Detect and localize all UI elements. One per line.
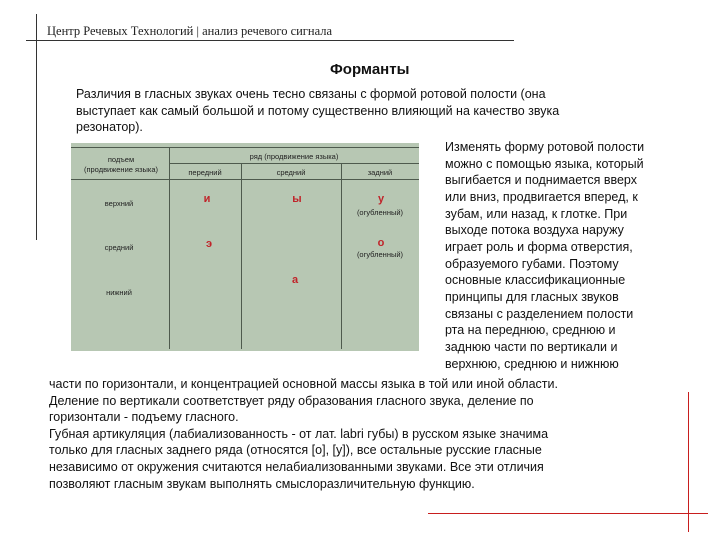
table-header-divider xyxy=(169,163,419,164)
frame-bottom-horizontal-line xyxy=(428,513,708,514)
frame-left-vertical-line xyxy=(36,14,37,240)
bottom-paragraph xyxy=(49,376,669,492)
bottom-text-line: только для гласных заднего ряда (относятся [о], [у]), все остальные русские гласные xyxy=(49,443,542,458)
intro-line: выступает как самый большой и потому существенно влияющий на качество звука xyxy=(76,103,560,118)
table-column-back: задний xyxy=(367,168,393,177)
bottom-text-line: части по горизонтали, и концентрацией основной массы языка в той или иной области. xyxy=(49,377,558,391)
table-corner-header-line2: (продвижение языка) xyxy=(83,165,159,174)
vowel-low-central: а xyxy=(291,274,299,286)
intro-paragraph xyxy=(76,86,646,136)
bottom-text-line: позволяют гласным звукам выполнять смыслоразличительную функцию. xyxy=(49,476,475,491)
slide-title: Форманты xyxy=(330,61,410,78)
vowel-upper-central: ы xyxy=(292,193,302,205)
vowel-table xyxy=(71,143,419,351)
right-text-line: связаны с разделением полости xyxy=(445,307,634,321)
intro-line: резонатор). xyxy=(76,120,143,135)
table-col-divider xyxy=(241,163,242,349)
bottom-text-line: горизонтали - подъему гласного. xyxy=(49,410,239,425)
right-text-line: выходе потока воздуха наружу xyxy=(445,223,624,237)
right-text-line: рта на переднюю, среднюю и xyxy=(445,323,616,337)
frame-right-vertical-line xyxy=(688,392,689,532)
right-text-line: принципы для гласных звуков xyxy=(445,290,619,304)
table-row-low: нижний xyxy=(106,288,132,297)
table-column-front: передний xyxy=(188,168,222,177)
vowel-upper-front: и xyxy=(203,193,211,205)
right-text-line: основные классификационные xyxy=(445,273,626,287)
right-text-line: или вниз, продвигается вперед, к xyxy=(445,190,638,204)
bottom-text-line: Губная артикуляция (лабиализованность - от лат. labri губы) в русском языке значима xyxy=(49,426,549,441)
bottom-text-line: независимо от окружения считаются нелабиализованными звуками. Все эти отличия xyxy=(49,459,544,474)
vowel-mid-back: о xyxy=(377,237,385,249)
right-text-line: можно с помощью языка, который xyxy=(445,157,644,171)
rounded-note-upper: (огубленный) xyxy=(356,208,404,217)
vowel-upper-back: у xyxy=(377,193,385,205)
table-header-bottom xyxy=(71,179,419,180)
right-text-line: играет роль и форма отверстия, xyxy=(445,240,633,254)
header-title: Центр Речевых Технологий | анализ речевого сигнала xyxy=(47,24,333,38)
right-text-line: верхнюю, среднюю и нижнюю xyxy=(445,357,619,371)
table-col-divider xyxy=(341,163,342,349)
right-text-line: Изменять форму ротовой полости xyxy=(445,140,645,154)
frame-top-horizontal-line xyxy=(26,40,514,41)
intro-line: Различия в гласных звуках очень тесно связаны с формой ротовой полости (она xyxy=(76,87,546,101)
rounded-note-mid: (огубленный) xyxy=(356,250,404,259)
table-row-mid: средний xyxy=(104,243,134,252)
right-text-line: заднюю части по вертикали и xyxy=(445,340,618,354)
table-border-top xyxy=(71,147,419,148)
table-row-header: ряд (продвижение языка) xyxy=(249,152,339,161)
right-text-line: выгибается и поднимается вверх xyxy=(445,173,637,187)
table-column-central: средний xyxy=(276,168,306,177)
table-corner-header-line1: подъем xyxy=(107,155,135,164)
table-col-divider xyxy=(169,147,170,349)
right-text-line: зубам, или назад, к глотке. При xyxy=(445,207,628,221)
bottom-text-line: Деление по вертикали соответствует ряду образования гласного звука, деление по xyxy=(49,393,534,408)
vowel-mid-front: э xyxy=(205,238,213,250)
right-text-line: образуемого губами. Поэтому xyxy=(445,257,619,271)
table-row-upper: верхний xyxy=(104,199,134,208)
